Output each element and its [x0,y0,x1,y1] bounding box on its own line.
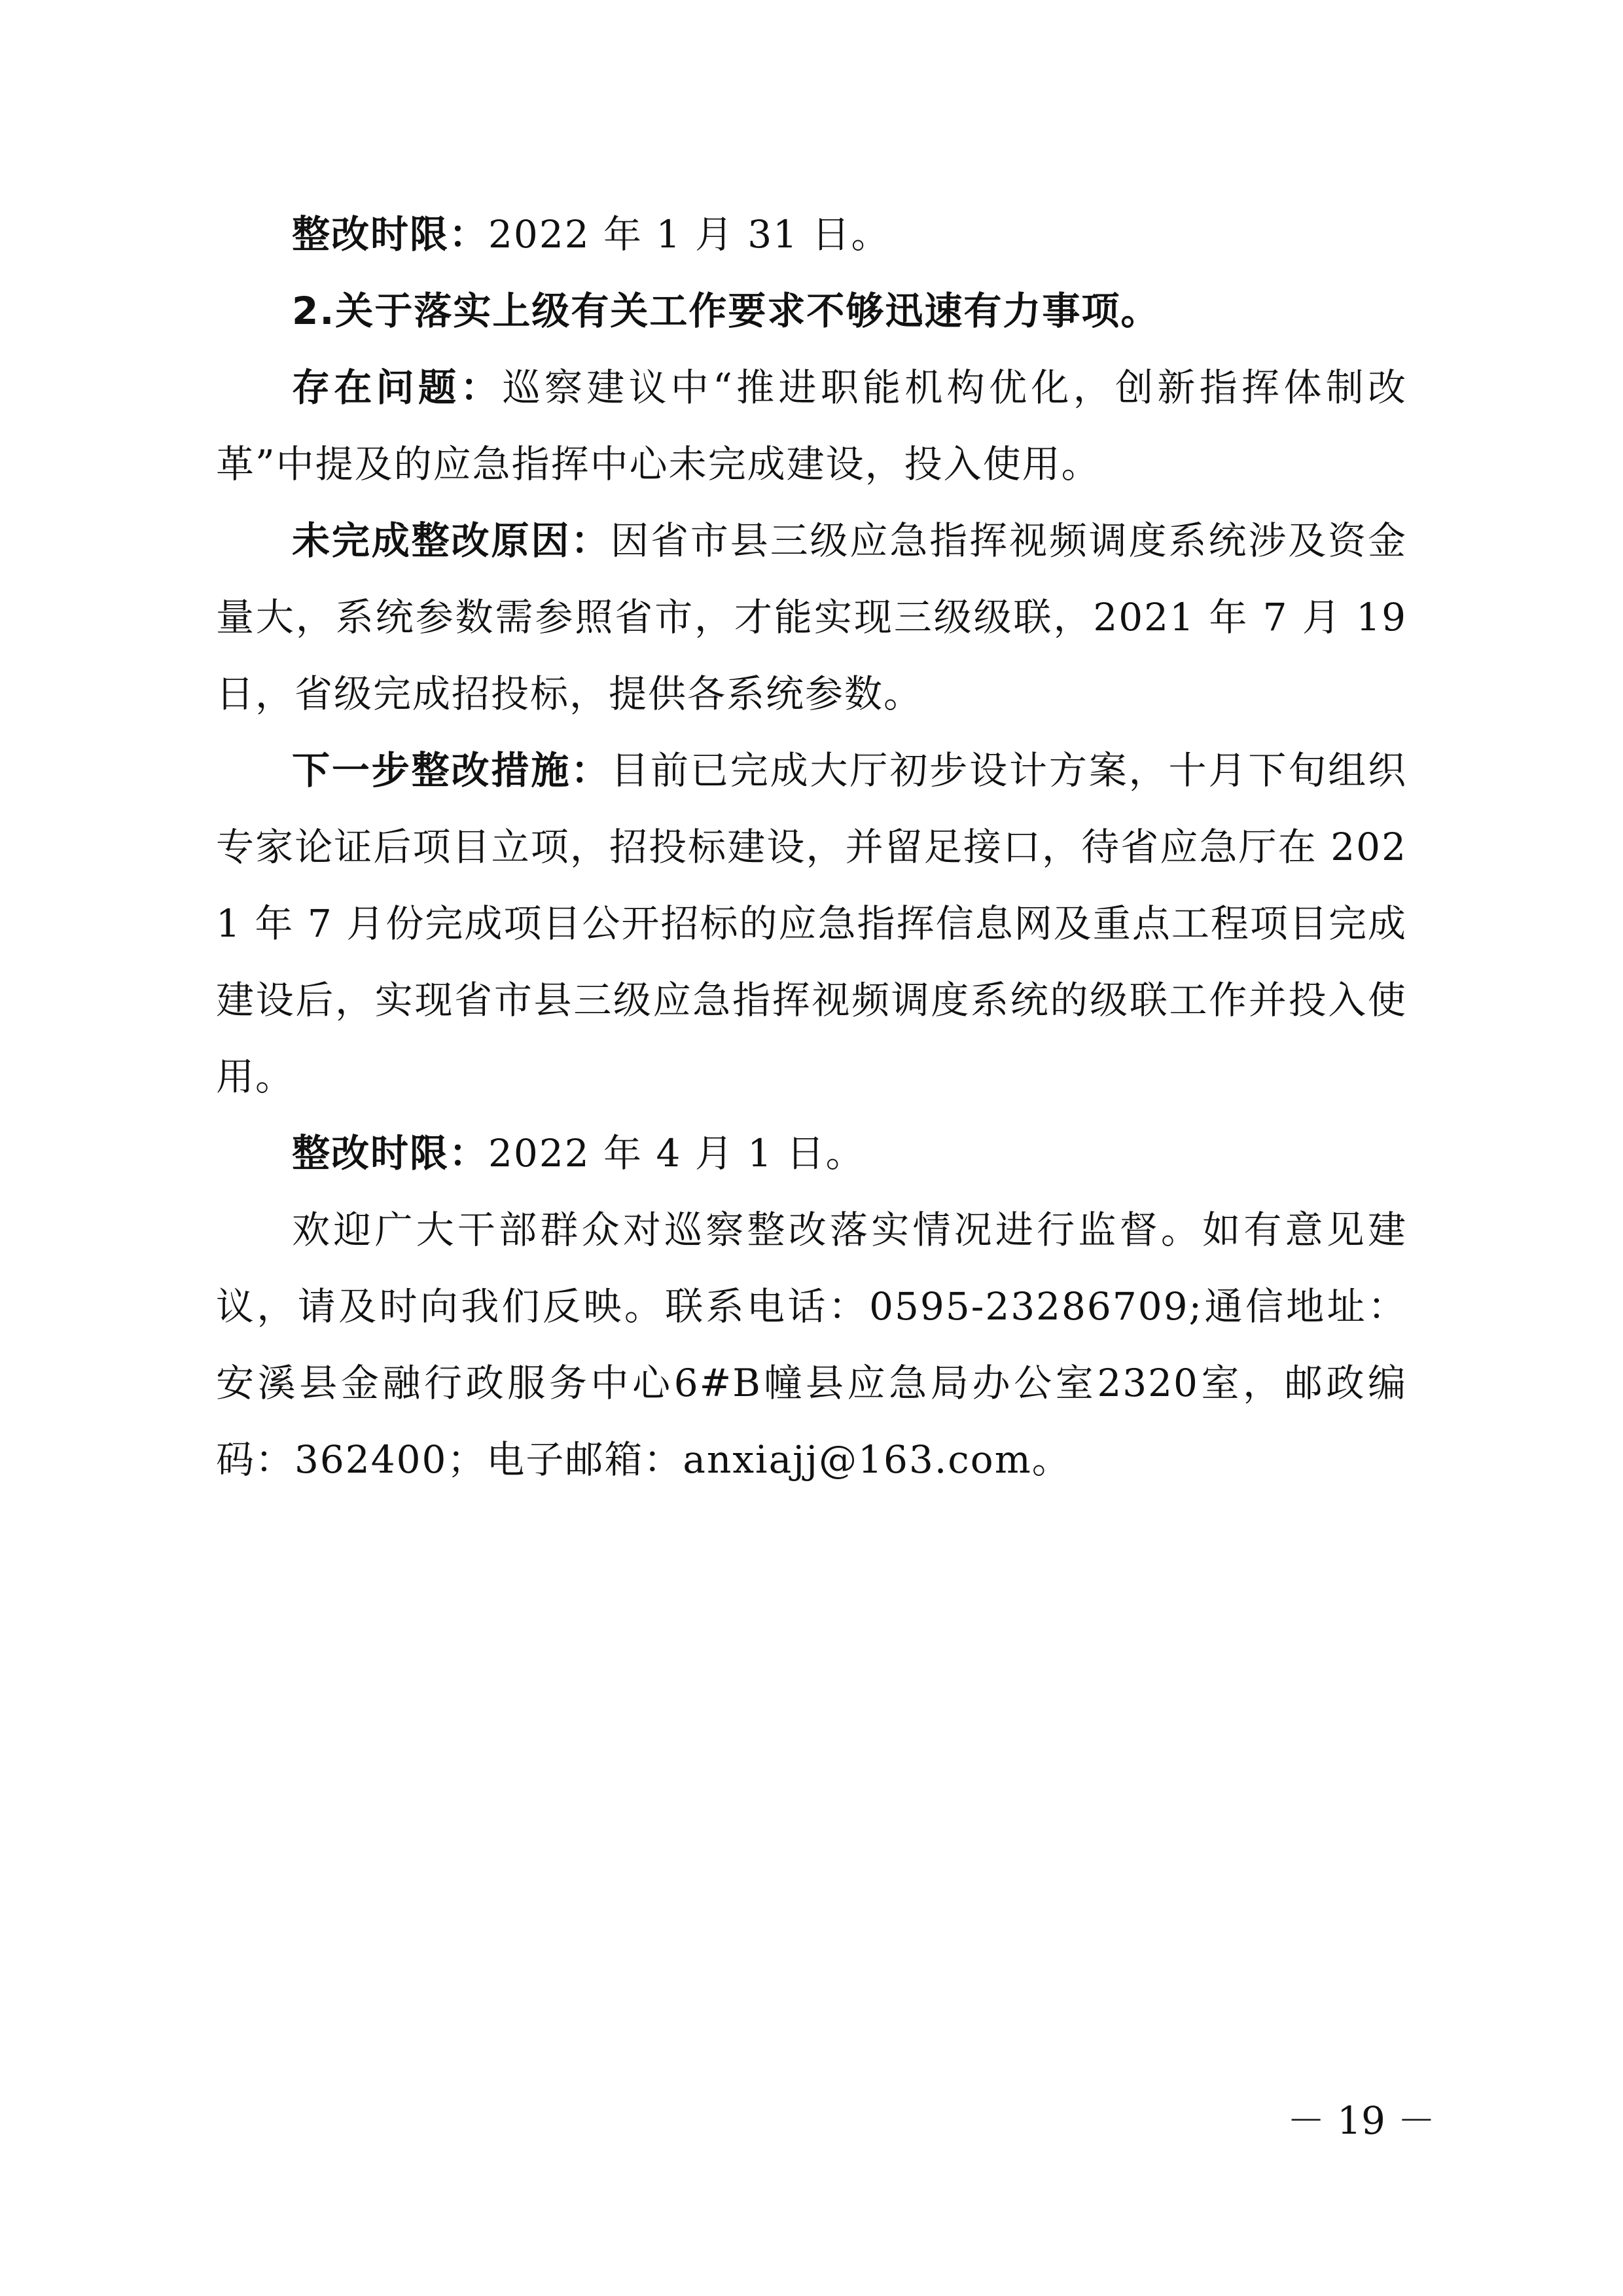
paragraph-problem [216,350,1407,503]
paragraph-deadline-2 [216,1115,1407,1192]
paragraph-lead: 整改时限： [292,212,489,257]
paragraph-reason [216,503,1407,732]
paragraph-deadline-1 [216,196,1407,273]
paragraph-lead: 存在问题： [292,365,503,410]
paragraph-text: 2022 年 4 月 1 日。 [488,1131,865,1175]
document-body [216,196,1407,1498]
paragraph-lead: 未完成整改原因： [292,518,611,563]
paragraph-text: 因省市县三级应急指挥视频调度系统涉及资金量大，系统参数需参照省市，才能实现三级级联，2021 年 7 月 19 日，省级完成招投标，提供各系统参数。 [216,518,1407,716]
paragraph-text: 2022 年 1 月 31 日。 [488,212,891,257]
paragraph-next-steps [216,732,1407,1115]
paragraph-lead: 整改时限： [292,1131,489,1175]
paragraph-contact [216,1192,1407,1498]
paragraph-text: 目前已完成大厅初步设计方案，十月下旬组织专家论证后项目立项，招投标建设，并留足接口，待省应急厅在 2021 年 7 月份完成项目公开招标的应急指挥信息网及重点工程项目完成建设后，实现省市县三级应急指挥视频调度系统的级联工作并投入使用。 [216,748,1407,1099]
paragraph-lead: 下一步整改措施： [292,748,611,793]
section-heading: 2.关于落实上级有关工作要求不够迅速有力事项。 [292,289,1160,333]
paragraph-text: 欢迎广大干部群众对巡察整改落实情况进行监督。如有意见建议，请及时向我们反映。联系电话：0595-23286709;通信地址：安溪县金融行政服务中心6#B幢县应急局办公室2320室，邮政编码：362400；电子邮箱：anxiajj@163.com。 [216,1208,1407,1482]
page-number: － 19 － [1287,2098,1436,2143]
paragraph-text: 巡察建议中“推进职能机构优化，创新指挥体制改革”中提及的应急指挥中心未完成建设，投入使用。 [216,365,1407,486]
